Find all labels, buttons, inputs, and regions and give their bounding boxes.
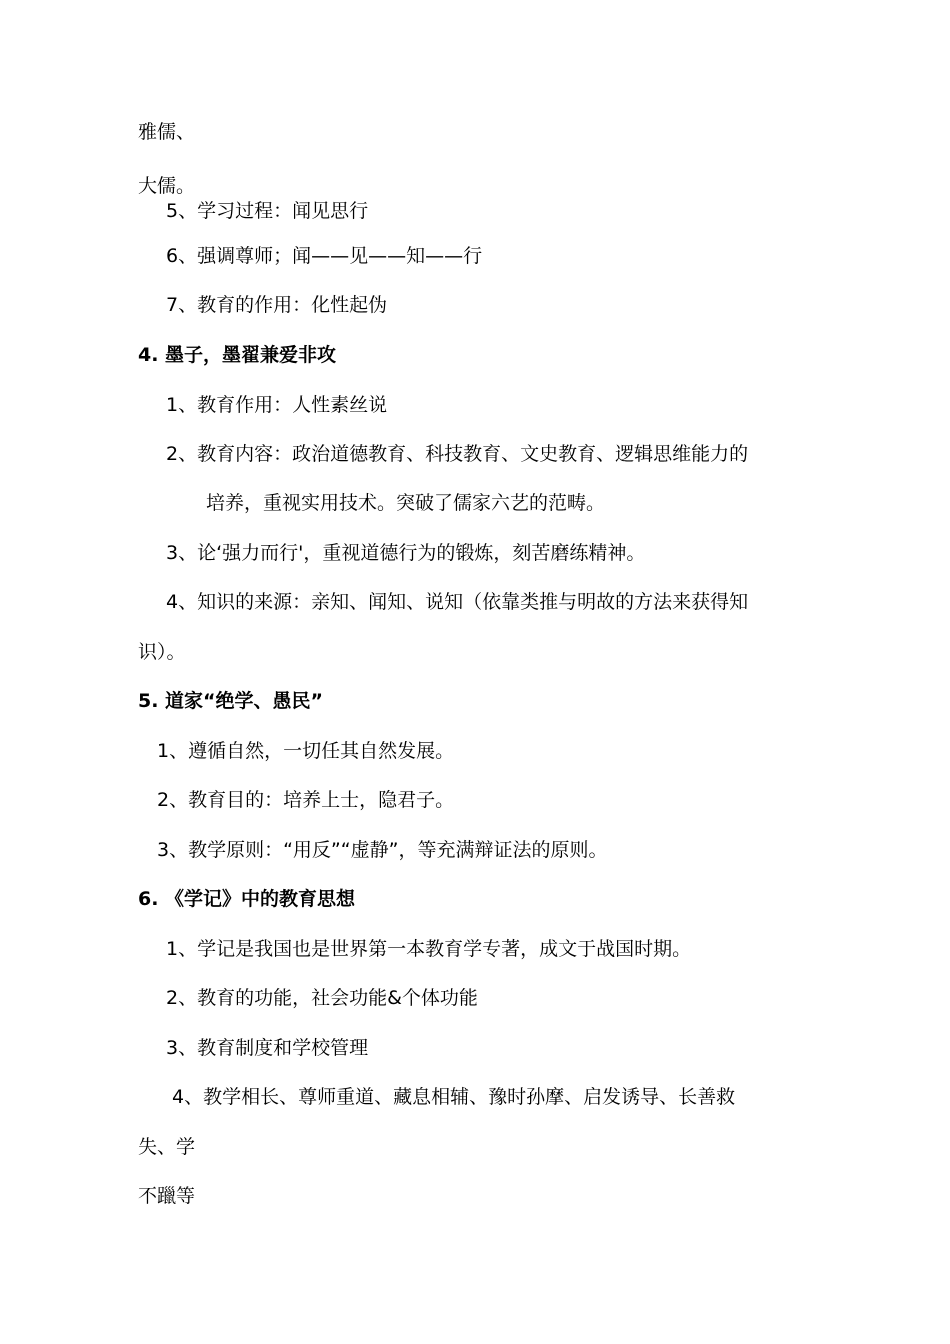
list-item: 2、教育内容：政治道德教育、科技教育、文史教育、逻辑思维能力的 [166,443,749,465]
section-heading: 5. 道家“绝学、愚民” [138,690,324,712]
list-item: 1、学记是我国也是世界第一本教育学专著，成文于战国时期。 [166,938,692,960]
list-item: 7、教育的作用：化性起伪 [166,294,388,316]
list-item: 4、教学相长、尊师重道、藏息相辅、豫时孙摩、启发诱导、长善救 [172,1086,736,1108]
list-item: 1、教育作用：人性素丝说 [166,394,388,416]
list-item: 5、学习过程：闻见思行 [166,200,369,222]
list-item: 2、教育的功能，社会功能&个体功能 [166,987,478,1009]
list-item: 3、教学原则：“用反”“虚静”，等充满辩证法的原则。 [157,839,608,861]
section-heading: 6. 《学记》中的教育思想 [138,888,356,910]
list-item: 6、强调尊师；闻——见——知——行 [166,245,483,267]
list-item: 1、遵循自然，一切任其自然发展。 [157,740,455,762]
list-item-continuation: 不躐等 [138,1185,196,1207]
list-item: 3、论‘强力而行'，重视道德行为的锻炼，刻苦磨练精神。 [166,542,646,564]
list-item: 2、教育目的：培养上士，隐君子。 [157,789,455,811]
text-line: 雅儒、 [138,121,196,143]
section-heading: 4. 墨子，墨翟兼爱非攻 [138,344,337,366]
text-line: 大儒。 [138,175,196,197]
list-item: 3、教育制度和学校管理 [166,1037,369,1059]
list-item-continuation: 识）。 [138,641,186,663]
list-item-continuation: 失、学 [138,1136,196,1158]
list-item: 4、知识的来源：亲知、闻知、说知（依靠类推与明故的方法来获得知 [166,591,749,613]
list-item-continuation: 培养，重视实用技术。突破了儒家六艺的范畴。 [206,492,606,514]
